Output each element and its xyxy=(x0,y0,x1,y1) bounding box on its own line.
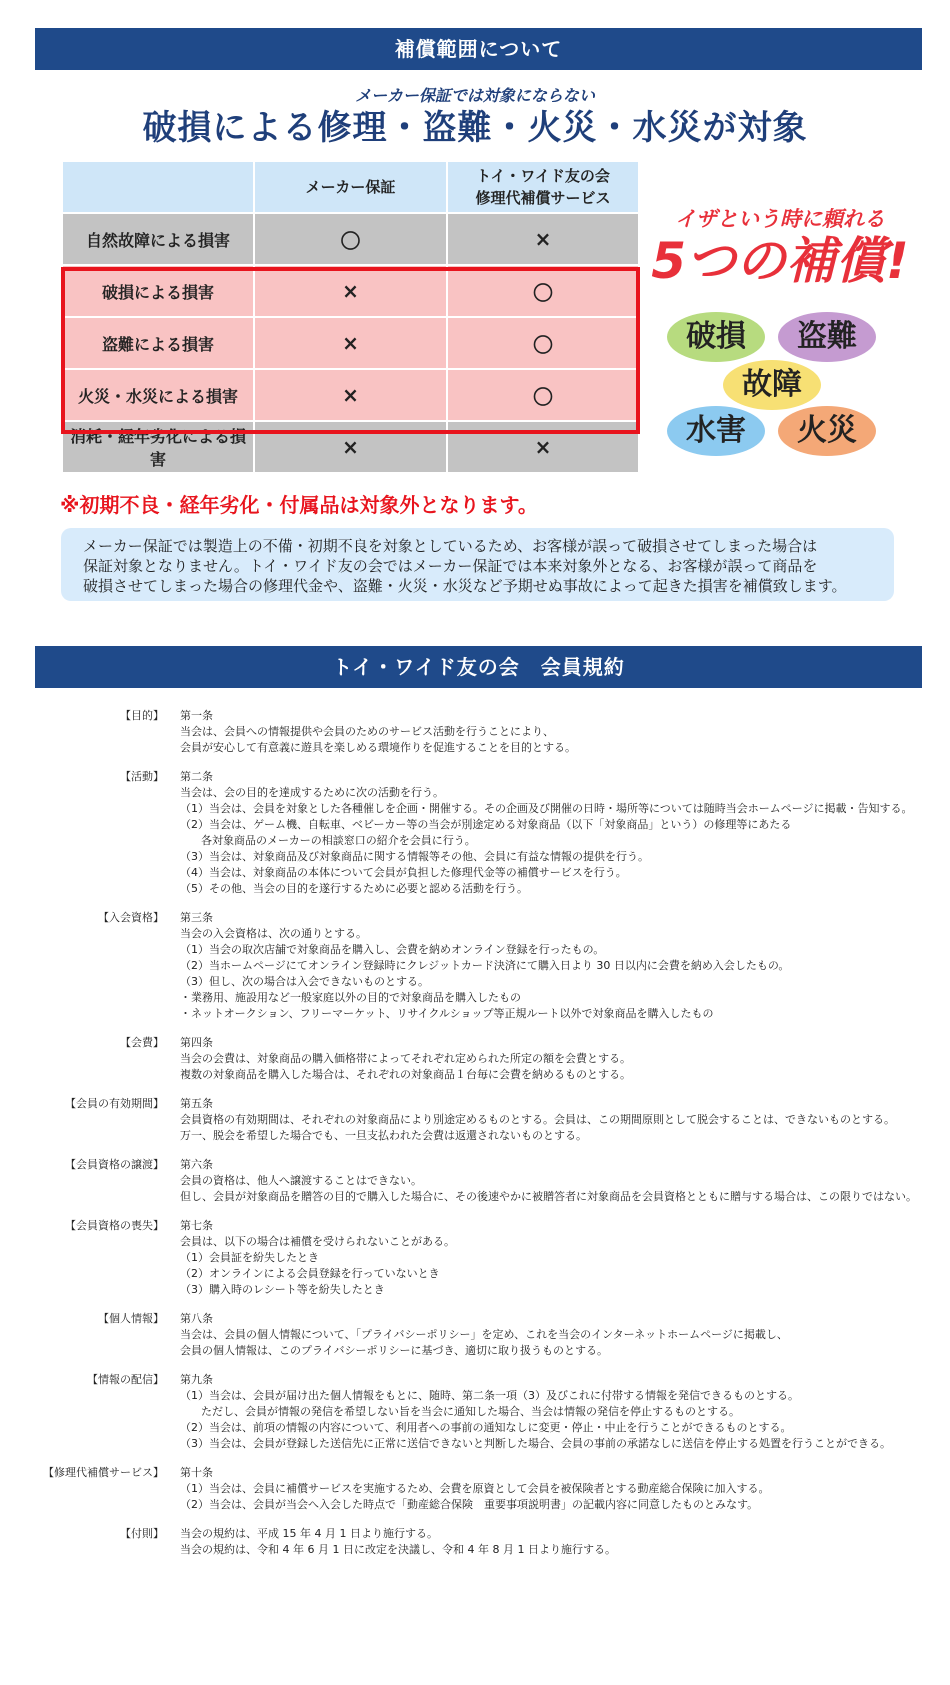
article-line: 第一条 xyxy=(180,709,213,722)
article-line: 各対象商品のメーカーの相談窓口の紹介を会員に行う。 xyxy=(201,834,476,847)
article-body xyxy=(180,1372,950,1452)
header-empty-cell xyxy=(62,161,254,213)
subtitle: メーカー保証では対象にならない xyxy=(355,86,595,105)
article-line: 会員資格の有効期間は、それぞれの対象商品により別途定めるものとする。会員は、この期間原則として脱会することは、できないものとする。 xyxy=(180,1113,895,1126)
article-line: （3）当会は、対象商品及び対象商品に関する情報等その他、会員に有益な情報の提供を行う。 xyxy=(180,850,649,863)
article-tag: 【個人情報】 xyxy=(98,1312,164,1325)
article-line: 当会の規約は、平成 15 年 4 月 1 日より施行する。 xyxy=(180,1527,438,1540)
article xyxy=(0,708,950,756)
article-tag: 【会員の有効期間】 xyxy=(65,1097,164,1110)
article-line: ・業務用、施設用など一般家庭以外の目的で対象商品を購入したもの xyxy=(180,991,521,1004)
article-line: 会員の個人情報は、このプライバシーポリシーに基づき、適切に取り扱うものとする。 xyxy=(180,1344,609,1357)
article-line: （1）会員証を紛失したとき xyxy=(180,1251,319,1264)
article-line: 会員が安心して有意義に遊具を楽しめる環境作りを促進することを目的とする。 xyxy=(180,741,576,754)
article-line: 会員は、以下の場合は補償を受けられないことがある。 xyxy=(180,1235,455,1248)
article-body xyxy=(180,1311,950,1359)
article-line: ・ネットオークション、フリーマーケット、リサイクルショップ等正規ルート以外で対象商品を購入したもの xyxy=(180,1007,714,1020)
article-line: 第五条 xyxy=(180,1097,213,1110)
section-header-coverage: 補償範囲について xyxy=(35,28,922,70)
row-label: 盗難による損害 xyxy=(62,317,254,369)
explanation-line: 破損させてしまった場合の修理代金や、盗難・火災・水災など予期せぬ事故によって起きた損害を補償致します。 xyxy=(83,577,847,595)
promo-tagline: イザという時に頼れる xyxy=(675,207,885,231)
article-line: 第九条 xyxy=(180,1373,213,1386)
row-label: 自然故障による損害 xyxy=(62,213,254,265)
maker-value: × xyxy=(254,421,447,473)
article-tag: 【会員資格の喪失】 xyxy=(65,1219,164,1232)
header-service-line1: トイ・ワイド友の会 xyxy=(476,167,610,185)
article-line: 当会の規約は、令和 4 年 6 月 1 日に改定を決議し、令和 4 年 8 月 1 日より施行する。 xyxy=(180,1543,616,1556)
article-line: 当会は、会員への情報提供や会員のためのサービス活動を行うことにより、 xyxy=(180,725,554,738)
article-line: （2）当会は、ゲーム機、自転車、ベビーカー等の当会が別途定める対象商品（以下「対象商品」という）の修理等にあたる xyxy=(180,818,792,831)
article-line: 第三条 xyxy=(180,911,213,924)
article xyxy=(0,1035,950,1083)
article-line: 第四条 xyxy=(180,1036,213,1049)
article-line: 当会は、会員の個人情報について、「プライバシーポリシー」を定め、これを当会のインターネットホームページに掲載し、 xyxy=(180,1328,788,1341)
article-line: 第十条 xyxy=(180,1466,213,1479)
coverage-bubble-fire: 火災 xyxy=(778,406,876,456)
article-line: 第六条 xyxy=(180,1158,213,1171)
article-line: 複数の対象商品を購入した場合は、それぞれの対象商品１台毎に会費を納めるものとする。 xyxy=(180,1068,631,1081)
row-label: 破損による損害 xyxy=(62,265,254,317)
article-body xyxy=(180,769,950,897)
article-line: （4）当会は、対象商品の本体について会員が負担した修理代金等の補償サービスを行う。 xyxy=(180,866,627,879)
service-value: × xyxy=(447,421,639,473)
article-line: （1）当会の取次店舗で対象商品を購入し、会費を納めオンライン登録を行ったもの。 xyxy=(180,943,605,956)
coverage-bubble-breakdown: 故障 xyxy=(723,360,821,410)
article xyxy=(0,769,950,897)
article-body xyxy=(180,1157,950,1205)
article-body xyxy=(180,910,950,1022)
article-line: （2）当会は、会員が当会へ入会した時点で「動産総合保険 重要事項説明書」の記載内容に同意したものとみなす。 xyxy=(180,1498,759,1511)
article-line: （2）当ホームページにてオンライン登録時にクレジットカード決済にて購入日より 30 日以内に会費を納め入会したもの。 xyxy=(180,959,790,972)
service-value: 〇 xyxy=(447,369,639,421)
article-body xyxy=(180,1465,950,1513)
maker-value: × xyxy=(254,265,447,317)
article xyxy=(0,1465,950,1513)
article xyxy=(0,1311,950,1359)
article-body xyxy=(180,1218,950,1298)
article-line: （3）当会は、会員が登録した送信先に正常に送信できないと判断した場合、会員の事前の承諾なしに送信を停止する処置を行うことができる。 xyxy=(180,1437,891,1450)
header-maker: メーカー保証 xyxy=(254,161,447,213)
article xyxy=(0,1372,950,1452)
article xyxy=(0,910,950,1022)
row-label: 火災・水災による損害 xyxy=(62,369,254,421)
article-line: 万一、脱会を希望した場合でも、一旦支払われた会費は返還されないものとする。 xyxy=(180,1129,587,1142)
article-line: 会員の資格は、他人へ譲渡することはできない。 xyxy=(180,1174,422,1187)
article-line: （2）オンラインによる会員登録を行っていないとき xyxy=(180,1267,440,1280)
section-header-terms: トイ・ワイド友の会 会員規約 xyxy=(35,646,922,688)
header-service-line2: 修理代補償サービス xyxy=(475,189,611,207)
table-row xyxy=(62,317,639,369)
article-body xyxy=(180,708,950,756)
article-tag: 【会費】 xyxy=(120,1036,164,1049)
service-value: 〇 xyxy=(447,317,639,369)
article-line: 第八条 xyxy=(180,1312,213,1325)
table-header-row xyxy=(62,161,639,213)
maker-value: × xyxy=(254,317,447,369)
service-value: 〇 xyxy=(447,265,639,317)
article-body xyxy=(180,1096,950,1144)
article-tag: 【入会資格】 xyxy=(98,911,164,924)
article-line: （3）購入時のレシート等を紛失したとき xyxy=(180,1283,385,1296)
article-line: （1）当会は、会員が届け出た個人情報をもとに、随時、第二条一項（3）及びこれに付帯する情報を発信できるものとする。 xyxy=(180,1389,799,1402)
table-row xyxy=(62,265,639,317)
article xyxy=(0,1526,950,1558)
table-row xyxy=(62,213,639,265)
explanation-box xyxy=(61,528,894,601)
comparison-table xyxy=(61,160,640,474)
table-row xyxy=(62,369,639,421)
explanation-line: メーカー保証では製造上の不備・初期不良を対象としているため、お客様が誤って破損させてしまった場合は xyxy=(83,537,818,555)
header-service xyxy=(447,161,639,213)
promo-headline: 5つの補償! xyxy=(651,232,909,290)
article xyxy=(0,1157,950,1205)
terms-list xyxy=(0,708,950,1571)
article-line: 第七条 xyxy=(180,1219,213,1232)
service-value: × xyxy=(447,213,639,265)
row-label: 消耗・経年劣化による損害 xyxy=(62,421,254,473)
article-body xyxy=(180,1035,950,1083)
article-tag: 【会員資格の譲渡】 xyxy=(65,1158,164,1171)
article-line: ただし、会員が情報の発信を希望しない旨を当会に通知した場合、当会は情報の発信を停止するものとする。 xyxy=(201,1405,740,1418)
article-line: （2）当会は、前項の情報の内容について、利用者への事前の通知なしに変更・停止・中止を行うことができるものとする。 xyxy=(180,1421,792,1434)
coverage-bubble-damage: 破損 xyxy=(667,312,765,362)
coverage-bubble-theft: 盗難 xyxy=(778,312,876,362)
table-row xyxy=(62,421,639,473)
article-line: 当会は、会の目的を達成するために次の活動を行う。 xyxy=(180,786,444,799)
article-tag: 【情報の配信】 xyxy=(87,1373,164,1386)
article-line: 当会の入会資格は、次の通りとする。 xyxy=(180,927,367,940)
exclusion-note: ※初期不良・経年劣化・付属品は対象外となります。 xyxy=(60,493,538,517)
article-line: （5）その他、当会の目的を遂行するために必要と認める活動を行う。 xyxy=(180,882,528,895)
explanation-line: 保証対象となりません。トイ・ワイド友の会ではメーカー保証では本来対象外となる、お客様が誤って商品を xyxy=(83,557,818,575)
article-tag: 【目的】 xyxy=(120,709,164,722)
coverage-bubble-water: 水害 xyxy=(667,406,765,456)
article-tag: 【活動】 xyxy=(120,770,164,783)
article-tag: 【修理代補償サービス】 xyxy=(43,1466,164,1479)
article-line: 当会の会費は、対象商品の購入価格帯によってそれぞれ定められた所定の額を会費とする。 xyxy=(180,1052,631,1065)
article-line: （1）当会は、会員に補償サービスを実施するため、会費を原資として会員を被保険者とする動産総合保険に加入する。 xyxy=(180,1482,770,1495)
headline: 破損による修理・盗難・火災・水災が対象 xyxy=(142,108,808,148)
maker-value: 〇 xyxy=(254,213,447,265)
article-line: （3）但し、次の場合は入会できないものとする。 xyxy=(180,975,429,988)
article-tag: 【付則】 xyxy=(120,1527,164,1540)
article-line: 第二条 xyxy=(180,770,213,783)
article-line: 但し、会員が対象商品を贈答の目的で購入した場合に、その後速やかに被贈答者に対象商品を会員資格とともに贈与する場合は、この限りではない。 xyxy=(180,1190,917,1203)
maker-value: × xyxy=(254,369,447,421)
article xyxy=(0,1218,950,1298)
article-body xyxy=(180,1526,950,1558)
article-line: （1）当会は、会員を対象とした各種催しを企画・開催する。その企画及び開催の日時・場所等については随時当会ホームページに掲載・告知する。 xyxy=(180,802,913,815)
article xyxy=(0,1096,950,1144)
